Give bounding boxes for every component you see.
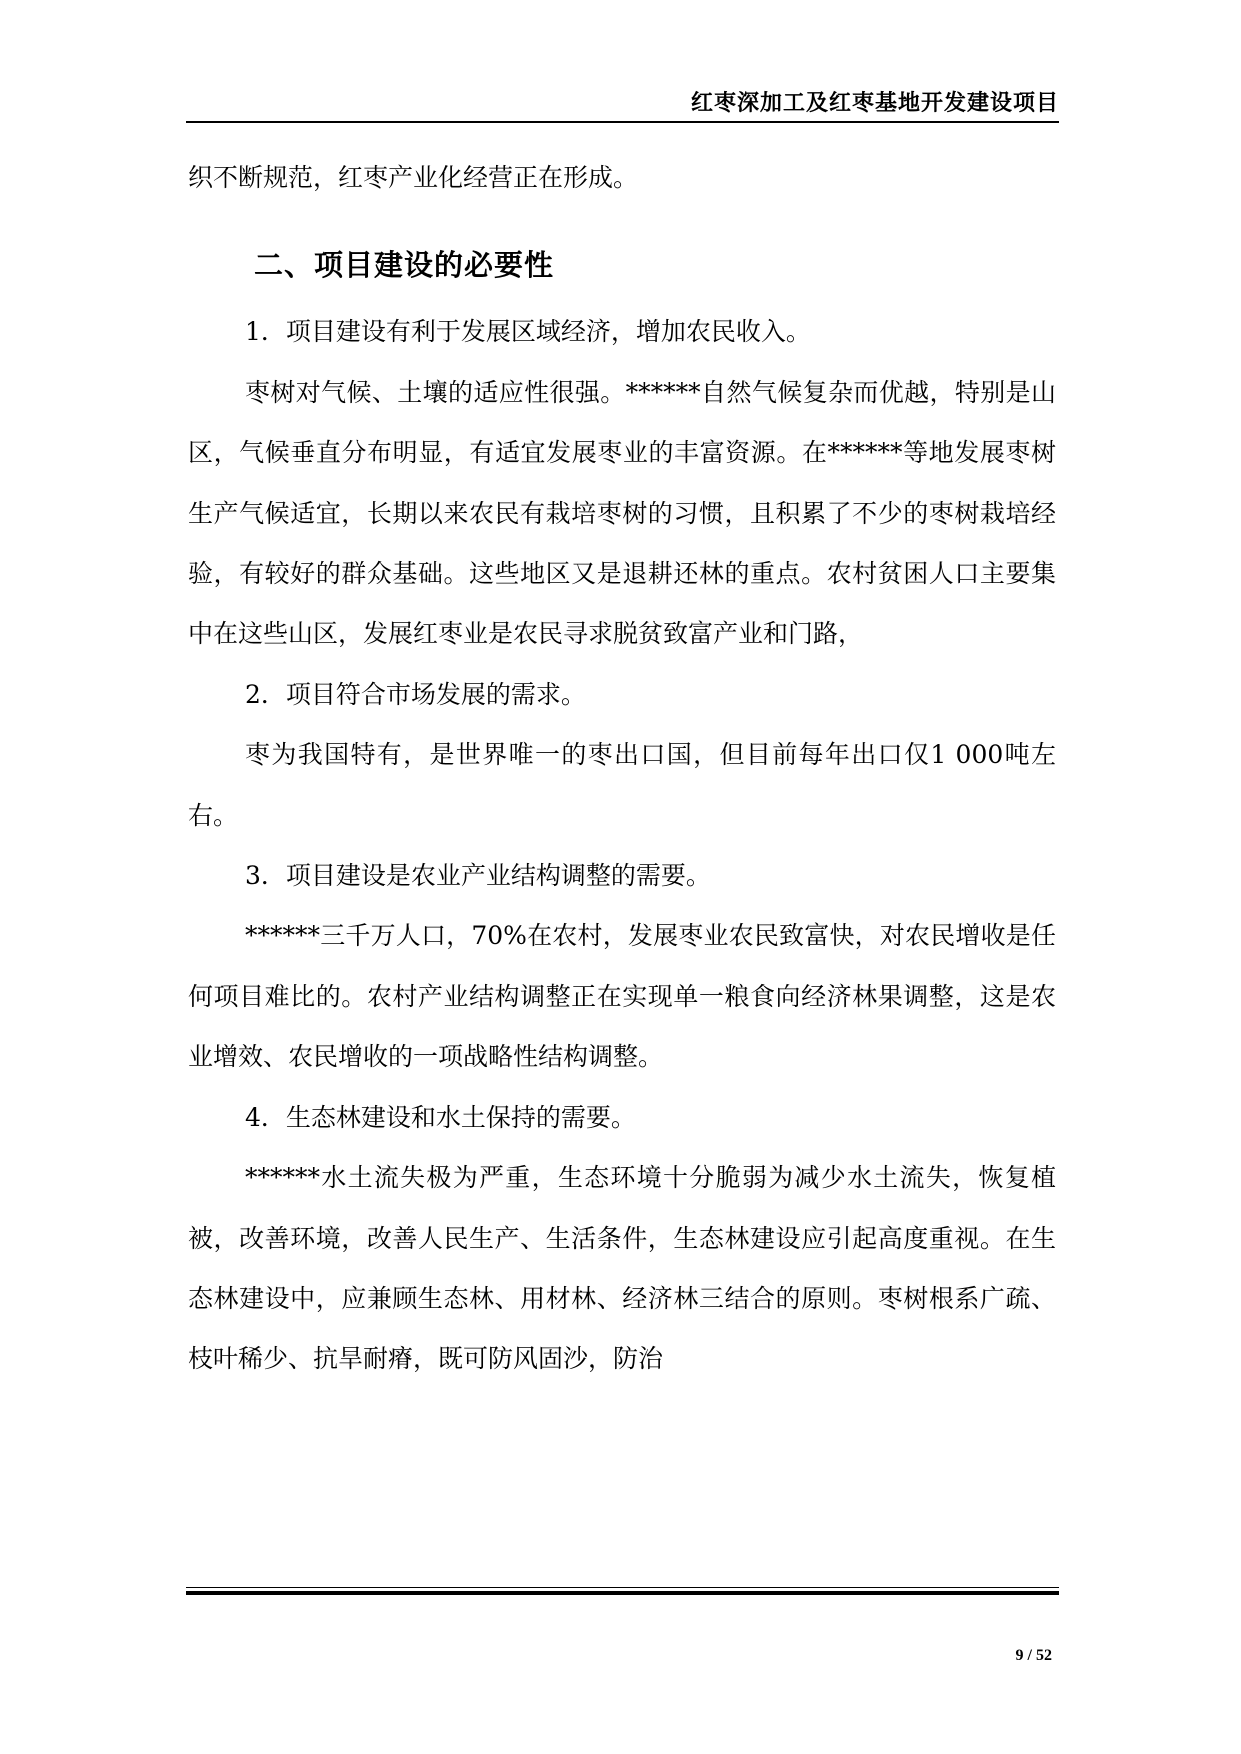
footer-divider-thin xyxy=(186,1587,1059,1588)
body-paragraph-1: 枣树对气候、土壤的适应性很强。******自然气候复杂而优越，特别是山区，气候垂直分布明显，有适宜发展枣业的丰富资源。在******等地发展枣树生产气候适宜，长期以来农民有栽培枣树的习惯，且积累了不少的枣树栽培经验，有较好的群众基础。这些地区又是退耕还林的重点。农村贫困人口主要集中在这些山区，发展红枣业是农民寻求脱贫致富产业和门路， xyxy=(188,377,1056,649)
section-heading: 二、项目建设的必要性 xyxy=(254,248,555,283)
item-heading-3: 3．项目建设是农业产业结构调整的需要。 xyxy=(245,861,711,891)
item-heading-2: 2．项目符合市场发展的需求。 xyxy=(245,679,586,709)
item-heading-4: 4．生态林建设和水土保持的需要。 xyxy=(245,1102,636,1132)
running-header-title: 红枣深加工及红枣基地开发建设项目 xyxy=(690,91,1059,116)
item-heading-1: 1．项目建设有利于发展区域经济，增加农民收入。 xyxy=(245,317,811,347)
page-number: 9 / 52 xyxy=(1015,1647,1052,1664)
document-body xyxy=(188,148,1056,1390)
continuation-paragraph: 织不断规范，红枣产业化经营正在形成。 xyxy=(188,163,639,192)
body-paragraph-2: 枣为我国特有，是世界唯一的枣出口国，但目前每年出口仅1 000吨左右。 xyxy=(188,740,1056,830)
footer-divider-thick xyxy=(186,1591,1059,1595)
body-paragraph-3: ******三千万人口，70%在农村，发展枣业农民致富快，对农民增收是任何项目难比的。农村产业结构调整正在实现单一粮食向经济林果调整，这是农业增效、农民增收的一项战略性结构调整。 xyxy=(188,921,1056,1072)
body-paragraph-4: ******水土流失极为严重，生态环境十分脆弱为减少水土流失，恢复植被，改善环境，改善人民生产、生活条件，生态林建设应引起高度重视。在生态林建设中，应兼顾生态林、用材林、经济林三结合的原则。枣树根系广疏、枝叶稀少、抗旱耐瘠，既可防风固沙，防治 xyxy=(188,1163,1056,1374)
header-divider xyxy=(186,121,1059,123)
